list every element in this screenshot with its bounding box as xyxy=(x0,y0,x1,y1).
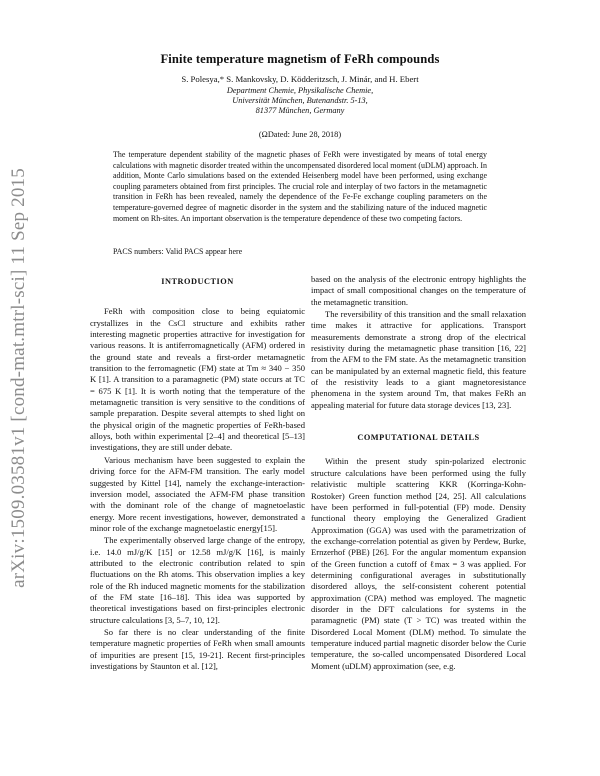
paragraph: based on the analysis of the electronic entropy highlights the impact of small compositional changes on the temperature of the metamagnetic transition. xyxy=(311,274,526,307)
pacs-numbers: PACS numbers: Valid PACS appear here xyxy=(113,247,243,256)
section-heading-computational-details: COMPUTATIONAL DETAILS xyxy=(357,433,480,443)
affiliation xyxy=(0,86,600,116)
paragraph: FeRh with composition close to being equiatomic crystallizes in the CsCl structure and exhibits rather interesting magnetic properties attractive for investigation for various reasons. It is antiferromagnetically (AFM) ordered in the ground state and reveals a first-order metamagnetic transition to the ferromagnetic (FM) state at Tm ≈ 340 − 350 K [1]. A transition to a paramagnetic (PM) state occurs at TC = 675 K [1]. It is worth noting that the temperature of the metamagnetic transition is very sensitive to the conditions of sample preparation. Despite several attempts to shed light on the physical origin of the magnetic properties of FeRh-based alloys, both within experimental [2–4] and theoretical [5–13] investigations, they are still under debate. xyxy=(90,306,305,453)
date-line: (ΩDated: June 28, 2018) xyxy=(258,130,342,139)
left-column xyxy=(90,276,305,672)
paragraph: Various mechanism have been suggested to explain the driving force for the AFM-FM transition. The early model suggested by Kittel [14], namely the exchange-interaction-inversion model, associated the AFM-FM phase transition with the dominant role of the change of magnetoelastic energy. More recent investigations, however, demonstrated a minor role of the exchange magnetoelastic energy[15]. xyxy=(90,454,305,533)
paragraph: Within the present study spin-polarized electronic structure calculations have been performed using the fully relativistic multiple scattering KKR (Korringa-Kohn-Rostoker) Green function method [24, 25]. All calculations have been performed in full-potential (FP) mode. Density functional theory employing the Generalized Gradient Approximation (GGA) was used with the parametrization of the exchange-correlation potential as given by Perdew, Burke, Ernzerhof (PBE) [26]. For the angular momentum expansion of the Green function a cutoff of ℓmax = 3 was applied. For determining configurational averages in substitutionally disordered alloys, the self-consistent coherent potential approximation (CPA) method was employed. The magnetic disorder in the DFT calculations for systems in the paramagnetic (PM) state (T > TC) was treated within the Disordered Local Moment (DLM) method. To simulate the temperature induced partial magnetic disorder below the Curie temperature, the so-called uncompensated Disordered Local Moment (uDLM) approximation (see, e.g. xyxy=(311,456,526,671)
affiliation-line: Universität München, Butenandstr. 5-13, xyxy=(232,96,368,105)
paragraph: So far there is no clear understanding of the finite temperature magnetic properties of FeRh when small amounts of impurities are present [15, 19-21]. Recent first-principles investigations by Staunton et al. [12], xyxy=(90,626,305,671)
paper-title: Finite temperature magnetism of FeRh compounds xyxy=(160,52,440,66)
arxiv-stamp: arXiv:1509.03581v1 [cond-mat.mtrl-sci] 11 Sep 2015 xyxy=(8,168,29,588)
author-list: S. Polesya,* S. Mankovsky, D. Ködderitzsch, J. Minár, and H. Ebert xyxy=(181,74,419,84)
paragraph: The reversibility of this transition and the small relaxation time makes it attractive for applications. Transport measurements demonstrate a strong drop of the electrical resistivity during the metamagnetic phase transition [16, 22] from the AFM to the FM state. As the metamagnetic transition can be manipulated by an external magnetic field, this feature of the resistivity leads to a giant magnetoresistance phenomena in the system around Tm, that makes FeRh an appealing material for future data storage devices [13, 23]. xyxy=(311,309,526,410)
affiliation-line: Department Chemie, Physikalische Chemie, xyxy=(226,86,374,95)
paragraph: The experimentally observed large change of the entropy, i.e. 14.0 mJ/g/K [15] or 12.58 mJ/g/K [16], is mainly attributed to the electronic contribution related to spin fluctuations on the Rh atoms. This observation implies a key role of the Rh induced magnetic moments for the stabilization of the FM state [16–18]. This idea was supported by theoretical investigations based on first-principles electronic structure calculations [3, 5–7, 10, 12]. xyxy=(90,535,305,625)
affiliation-line: 81377 München, Germany xyxy=(255,106,345,115)
abstract: The temperature dependent stability of the magnetic phases of FeRh were investigated by means of total energy calculations with magnetic disorder treated within the uncompensated disordered local moment (uDLM) approach. In addition, Monte Carlo simulations based on the extended Heisenberg model have been performed, using exchange coupling parameters obtained from first principles. The crucial role and interplay of two factors in the metamagnetic transition in FeRh has been revealed, namely the dependence of the Fe-Fe exchange coupling parameters on the temperature-governed degree of magnetic disorder in the system and the stabilizing nature of the induced magnetic moment on Rh-sites. An important observation is the temperature dependence of these two competing factors. xyxy=(113,150,487,223)
right-column xyxy=(311,274,526,672)
section-heading-introduction: INTRODUCTION xyxy=(161,277,234,286)
